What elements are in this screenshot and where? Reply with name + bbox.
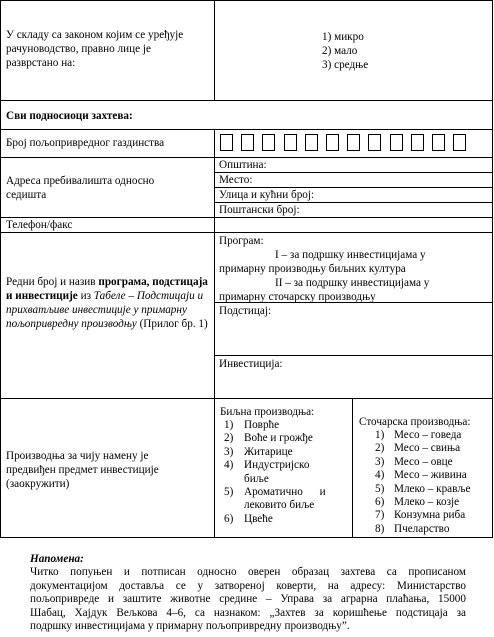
item-label: Воће и грожђе (244, 432, 313, 445)
program-line: примарну сточарску производњу (219, 291, 376, 303)
animal-production-list (375, 429, 490, 536)
item-label: лековито биље (244, 499, 315, 512)
list-number: 4) (375, 469, 385, 482)
row-divider (0, 217, 493, 218)
option-micro[interactable]: 1) микро (322, 31, 364, 43)
digit-box[interactable] (220, 134, 233, 151)
digit-box[interactable] (284, 134, 297, 151)
note-line: Шабац, Хајдук Вељкова 4–6, са назнаком: „Захтев за коришћење подстицаја за (30, 606, 466, 619)
label-line: (заокружити) (6, 478, 70, 490)
row-divider (0, 398, 493, 399)
list-number: 1) (224, 419, 234, 431)
table-border-top (0, 0, 493, 1)
list-number: 6) (375, 496, 385, 509)
table-border-left (0, 0, 1, 538)
list-number: 6) (224, 512, 234, 525)
item-label: Ароматично и (244, 486, 326, 499)
digit-box[interactable] (368, 134, 381, 151)
list-number: 2) (224, 432, 234, 445)
animal-item-fish[interactable] (375, 509, 490, 522)
plant-item-fruit[interactable] (220, 432, 348, 445)
option-small[interactable]: 2) мало (322, 45, 358, 57)
plant-item-industrial[interactable] (220, 459, 348, 486)
digit-box[interactable] (262, 134, 275, 151)
item-label: Конзумна риба (394, 509, 466, 522)
postal-code-field[interactable]: Поштански број: (219, 204, 300, 216)
list-number: 8) (375, 522, 385, 535)
column-divider (352, 398, 353, 538)
animal-item-sheep[interactable] (375, 456, 490, 469)
label-text: (Прилог бр. 1) (136, 318, 208, 330)
digit-box[interactable] (347, 134, 360, 151)
option-medium[interactable]: 3) средње (322, 59, 369, 71)
item-label: Житарице (244, 445, 293, 458)
note-line: подршку инвестицијама у примарну пољопривредну производњу”. (30, 620, 350, 633)
row-divider (0, 129, 493, 130)
list-number: 1) (375, 429, 385, 441)
note-text (30, 566, 466, 634)
plant-production-title: Биљна производња: (220, 406, 315, 418)
plant-item-cereals[interactable] (220, 446, 348, 459)
animal-item-poultry[interactable] (375, 469, 490, 482)
farm-number-label: Број пољопривредног газдинства (6, 137, 165, 149)
list-number: 5) (375, 482, 385, 495)
table-border-bottom (0, 537, 493, 538)
item-label: Индустријско (244, 459, 310, 472)
note-line: пољопривреде и заштите животне средине – Управа за аграрна плаћања, 15000 (30, 593, 466, 606)
label-text: Редни број и назив (6, 276, 99, 288)
production-label (6, 449, 159, 491)
animal-item-cow-milk[interactable] (375, 483, 490, 496)
note-line: документацијом доставља се у затвореној коверти, на адресу: Министарство (30, 579, 466, 592)
label-line: разврстано на: (6, 57, 76, 69)
row-divider (0, 232, 493, 233)
plant-item-vegetables[interactable] (220, 419, 348, 432)
digit-box[interactable] (453, 134, 466, 151)
list-number: 4) (224, 459, 234, 472)
label-line: седишта (6, 189, 47, 201)
item-label: биље (244, 472, 269, 485)
address-label (6, 174, 154, 202)
program-label (6, 275, 210, 331)
item-label: Пчеларство (394, 522, 450, 535)
legal-entity-label (6, 28, 183, 70)
digit-box[interactable] (432, 134, 445, 151)
plant-production-list (220, 419, 348, 526)
section-header: Сви подносиоци захтева: (6, 110, 133, 122)
label-bold: програма, подстицаја и инвестиције (6, 276, 208, 302)
item-label: Млеко – козје (394, 496, 460, 509)
item-label: Поврће (244, 419, 280, 431)
item-label: Месо – свиња (394, 442, 461, 455)
item-label: Месо – овце (394, 455, 453, 468)
item-label: Цвеће (244, 512, 273, 525)
phone-label: Телефон/факс (6, 219, 73, 231)
column-divider (214, 0, 215, 101)
list-number: 2) (375, 442, 385, 455)
item-label: Млеко – крављe (394, 482, 471, 495)
digit-box[interactable] (241, 134, 254, 151)
label-line: рачуноводство, правно лице је (6, 43, 151, 55)
note-title: Напомена: (30, 553, 84, 565)
list-number: 3) (375, 455, 385, 468)
municipality-field[interactable]: Општина: (219, 159, 267, 171)
label-italic: Табеле – Подстицаји и прихватљиве инвестиције у примарну пољопривредну производњу (6, 290, 204, 330)
list-number: 3) (224, 445, 234, 458)
row-divider (214, 355, 493, 356)
list-number: 7) (375, 509, 385, 522)
column-divider (214, 129, 215, 538)
plant-item-aromatic[interactable] (220, 486, 348, 513)
street-field[interactable]: Улица и кућни број: (219, 189, 315, 201)
program-line: II – за подршку инвестицијама у (275, 277, 430, 289)
program-option-1[interactable] (219, 248, 487, 276)
row-divider (0, 100, 493, 101)
investment-title[interactable]: Инвестиција: (219, 358, 283, 370)
plant-item-flowers[interactable] (220, 513, 348, 526)
list-number: 5) (224, 486, 234, 499)
incentive-title[interactable]: Подстицај: (219, 305, 272, 317)
label-line: Производња за чију намену је (6, 450, 149, 462)
note-line: Читко попуњен и потписан односно оверен образац захтева са прописаном (30, 566, 466, 578)
label-line: предвиђен предмет инвестиције (6, 464, 159, 476)
label-text: из (77, 290, 94, 302)
animal-item-beekeeping[interactable] (375, 523, 490, 536)
animal-item-goat-milk[interactable] (375, 496, 490, 509)
program-option-2[interactable] (219, 276, 487, 304)
digit-box[interactable] (305, 134, 318, 151)
row-divider (214, 172, 493, 173)
item-label: Месо – живина (394, 469, 467, 482)
animal-item-pork[interactable] (375, 442, 490, 455)
program-line: I – за подршку инвестицијама у (275, 249, 426, 261)
size-options (322, 30, 368, 72)
digit-box[interactable] (411, 134, 424, 151)
item-label: Месо – говеда (394, 429, 462, 441)
animal-production-title: Сточарска производња: (359, 416, 471, 428)
place-field[interactable]: Место: (219, 174, 253, 186)
program-title: Програм: (219, 235, 264, 247)
program-line: примарну производњу биљних култура (219, 263, 406, 275)
label-line: У складу са законом којим се уређује (6, 29, 184, 41)
table-border-right (492, 0, 493, 538)
animal-item-beef[interactable] (375, 429, 490, 442)
digit-box[interactable] (326, 134, 339, 151)
label-line: Адреса пребивалишта односно (6, 175, 155, 187)
digit-box[interactable] (390, 134, 403, 151)
